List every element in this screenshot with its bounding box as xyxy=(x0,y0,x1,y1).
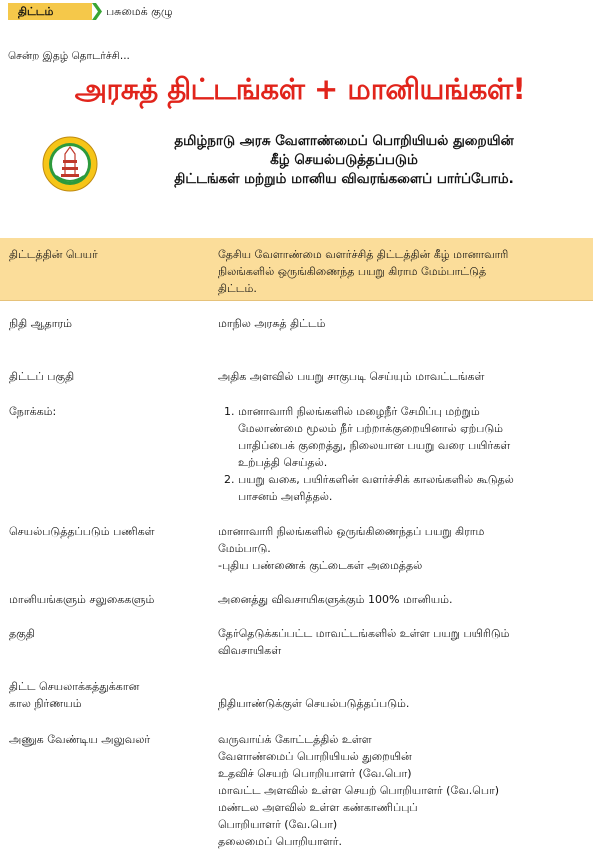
table-row xyxy=(0,625,593,661)
row-label xyxy=(9,678,209,712)
section-header xyxy=(0,0,600,24)
value-line: தேர்தெடுக்கப்பட்ட மாவட்டங்களில் உள்ள பயறு பயிரிடும் xyxy=(218,627,510,640)
row-label: நிதி ஆதாரம் xyxy=(9,317,72,330)
tamil-nadu-emblem-icon xyxy=(42,136,98,192)
value-line: தேசிய வேளாண்மை வளர்ச்சித் திட்டத்தின் கீழ் மானாவாரி xyxy=(218,248,509,261)
value-line: மேம்பாடு. xyxy=(218,542,271,555)
row-value xyxy=(218,731,586,850)
row-label: திட்டத்தின் பெயர் xyxy=(9,248,98,261)
row-value xyxy=(218,368,586,385)
table-row xyxy=(0,523,593,578)
row-label: செயல்படுத்தப்படும் பணிகள் xyxy=(9,525,155,538)
row-label: தகுதி xyxy=(9,627,35,640)
value-line: விவசாயிகள் xyxy=(218,644,282,657)
value-line: திட்டம். xyxy=(218,282,257,295)
row-value xyxy=(218,695,586,712)
value-line: தலைமைப் பொறியாளர். xyxy=(218,835,342,848)
list-item xyxy=(238,403,586,471)
table-row xyxy=(0,315,593,335)
table-row xyxy=(0,238,593,301)
row-label: திட்டப் பகுதி xyxy=(9,370,75,383)
chevron-right-icon xyxy=(92,3,102,20)
list-item xyxy=(238,471,586,505)
table-row xyxy=(0,591,593,611)
value-line: வேளாண்மைப் பொறியியல் துறையின் xyxy=(218,750,412,763)
label-line: கால நிர்ணயம் xyxy=(9,697,82,710)
value-line: மண்டல அளவில் உள்ள கண்காணிப்புப் xyxy=(218,801,418,814)
value-line: நிதியாண்டுக்குள் செயல்படுத்தப்படும். xyxy=(218,697,410,710)
value-line: உதவிச் செயற் பொறியாளர் (வே.பொ) xyxy=(218,767,412,780)
row-label: நோக்கம்: xyxy=(9,405,57,418)
intro-line: திட்டங்கள் மற்றும் மானிய விவரங்களைப் பார்ப்போம். xyxy=(174,171,514,187)
value-line: பாதிப்பைக் குறைத்து, நிலையான பயறு வரை பயிர்கள் xyxy=(238,439,511,452)
value-line: 2. பயறு வகை, பயிர்களின் வளர்ச்சிக் காலங்களில் கூடுதல் xyxy=(238,473,514,486)
table-row xyxy=(0,678,593,714)
table-row xyxy=(0,368,593,388)
row-label: மானியங்களும் சலுகைகளும் xyxy=(9,593,155,606)
table-row xyxy=(0,731,593,851)
label-line: திட்ட செயலாக்கத்துக்கான xyxy=(9,680,140,693)
row-value xyxy=(218,591,586,608)
row-value xyxy=(218,315,586,332)
value-line: அதிக அளவில் பயறு சாகுபடி செய்யும் மாவட்டங்கள் xyxy=(218,370,485,383)
row-label: அணுக வேண்டிய அலுவலர் xyxy=(9,733,151,746)
value-line: நிலங்களில் ஒருங்கிணைந்த பயறு கிராம மேம்பாட்டுத் xyxy=(218,265,487,278)
objectives-list xyxy=(218,403,586,505)
value-line: மாவட்ட அளவில் உள்ள செயற் பொறியாளர் (வே.பொ) xyxy=(218,784,500,797)
row-value xyxy=(218,403,586,505)
value-line: அனைத்து விவசாயிகளுக்கும் 100% மானியம். xyxy=(218,593,453,606)
table-row xyxy=(0,403,593,513)
value-line: 1. மானாவாரி நிலங்களில் மழைநீர் சேமிப்பு மற்றும் xyxy=(238,405,480,418)
page-title: அரசுத் திட்டங்கள் + மானியங்கள்! xyxy=(74,72,526,106)
row-value xyxy=(218,625,586,659)
value-line: பாசனம் அளித்தல். xyxy=(238,490,333,503)
value-line: மானாவாரி நிலங்களில் ஒருங்கிணைந்தப் பயறு கிராம xyxy=(218,525,485,538)
value-line: மாநில அரசுத் திட்டம் xyxy=(218,317,326,330)
intro-line: தமிழ்நாடு அரசு வேளாண்மைப் பொறியியல் துறையின் xyxy=(174,133,514,149)
value-line: -புதிய பண்ணைக் குட்டைகள் அமைத்தல் xyxy=(218,559,423,572)
row-value xyxy=(218,523,586,574)
subsection-label: பசுமைக் குழு xyxy=(106,5,173,18)
value-line: வருவாய்க் கோட்டத்தில் உள்ள xyxy=(218,733,372,746)
value-line: பொறியாளர் (வே.பொ) xyxy=(218,818,338,831)
value-line: மேலாண்மை மூலம் நீர் பற்றாக்குறையினால் ஏற்படும் xyxy=(238,422,504,435)
row-value xyxy=(218,246,586,297)
intro-text xyxy=(104,132,584,189)
intro-line: கீழ் செயல்படுத்தப்படும் xyxy=(270,152,418,168)
value-line: உற்பத்தி செய்தல். xyxy=(238,456,328,469)
continuation-note: சென்ற இதழ் தொடர்ச்சி... xyxy=(8,50,130,62)
section-tag: திட்டம் xyxy=(8,3,92,20)
